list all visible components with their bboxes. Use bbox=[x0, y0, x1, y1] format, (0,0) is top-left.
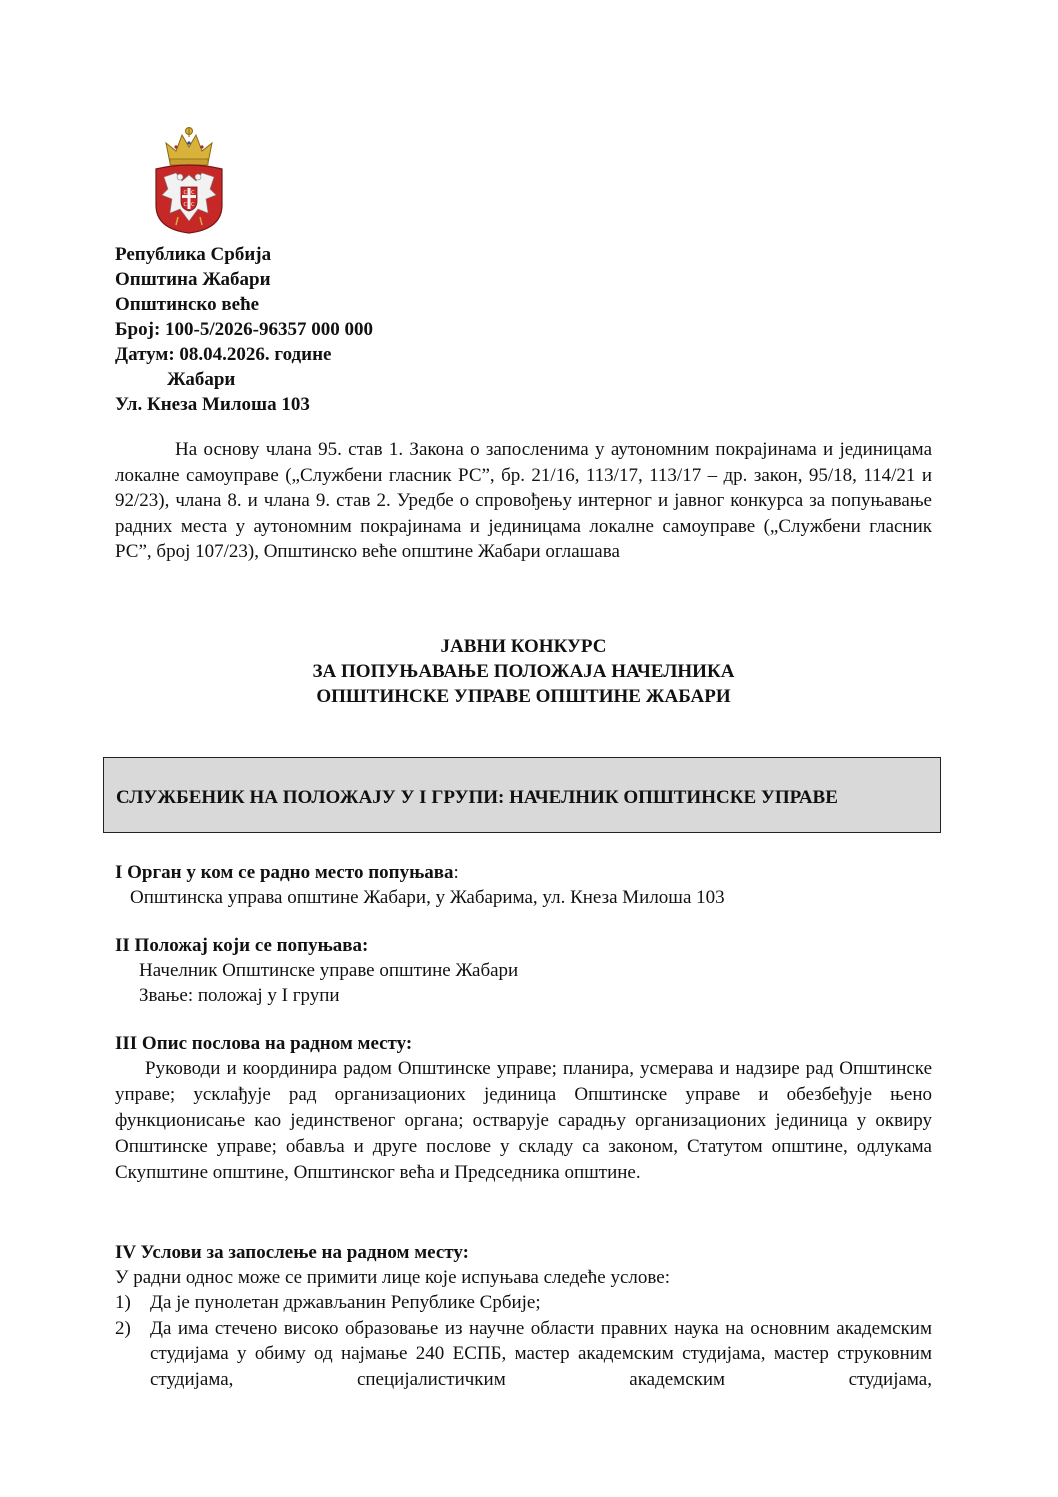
section-position bbox=[115, 933, 932, 1008]
document-header bbox=[115, 242, 615, 417]
section-job-description-heading: III Опис послова на радном месту: bbox=[115, 1033, 413, 1054]
section-requirements-intro: У радни однос може се примити лице које испуњава следеће услове: bbox=[115, 1267, 670, 1288]
section-organ bbox=[115, 860, 932, 910]
section-position-heading: II Положај који се попуњава: bbox=[115, 935, 369, 956]
header-city: Жабари bbox=[167, 369, 236, 390]
title-line-2: ЗА ПОПУЊАВАЊЕ ПОЛОЖАЈА НАЧЕЛНИКА bbox=[312, 661, 735, 682]
section-organ-heading-colon: : bbox=[453, 862, 459, 883]
svg-text:С: С bbox=[191, 202, 195, 208]
section-position-line-1: Начелник Општинске управе општине Жабари bbox=[139, 960, 519, 981]
list-item-number: 1) bbox=[115, 1292, 131, 1313]
header-country: Република Србија bbox=[115, 244, 272, 265]
section-job-description bbox=[115, 1031, 932, 1186]
intro-paragraph bbox=[115, 437, 932, 565]
list-item-number: 2) bbox=[115, 1317, 131, 1339]
section-job-description-text: Руководи и координира радом Општинске управе; планира, усмерава и надзире рад Општинске управе; усклађује рад организационих јединица Општинске управе и обезбеђује њено функционисање као јединственог органа; остварује сарадњу организационих јединица у оквиру Општинске управе; обавља и друге послове у складу са законом, Статутом општине, одлукама Скупштине општине, Општинског већа и Председника општине. bbox=[115, 1058, 932, 1183]
serbia-coat-of-arms-icon bbox=[150, 125, 228, 235]
section-position-line-2: Звање: положај у I групи bbox=[139, 985, 340, 1006]
document-title bbox=[115, 634, 932, 709]
header-reference-number: Број: 100-5/2026-96357 000 000 bbox=[115, 319, 373, 340]
section-organ-heading-text: I Орган у ком се радно место попуњава bbox=[115, 862, 454, 883]
svg-text:С: С bbox=[191, 190, 195, 196]
list-item-text: Да има стечено високо образовање из научне области правних наука на основним академским студијама у обиму од најмање 240 ЕСПБ, мастер академским студијама, мастер струковним студијама, специјалистичким академским студијама, bbox=[150, 1317, 932, 1390]
crown-icon bbox=[166, 127, 212, 165]
section-organ-heading bbox=[115, 860, 932, 885]
list-item-text: Да је пунолетан држављанин Републике Србије; bbox=[150, 1292, 541, 1313]
position-box bbox=[103, 757, 941, 833]
title-line-3: ОПШТИНСКЕ УПРАВЕ ОПШТИНЕ ЖАБАРИ bbox=[316, 686, 731, 707]
intro-text: На основу члана 95. став 1. Закона о запосленима у аутономним покрајинама и јединицама локалне самоуправе („Службени гласник РС”, бр. 21/16, 113/17, 113/17 – др. закон, 95/18, 114/21 и 92/23), члана 8. и члана 9. став 2. Уредбе о спровођењу интерног и јавног конкурса за попуњавање радних места у аутономним покрајинама и јединицама локалне самоуправе („Службени гласник РС”, број 107/23), Општинско веће општине Жабари оглашава bbox=[115, 439, 932, 562]
header-address: Ул. Кнеза Милоша 103 bbox=[115, 394, 310, 415]
list-item bbox=[115, 1316, 932, 1393]
header-municipality: Општина Жабари bbox=[115, 269, 271, 290]
title-line-1: ЈАВНИ КОНКУРС bbox=[440, 636, 607, 657]
section-organ-line: Општинска управа општине Жабари, у Жабарима, ул. Кнеза Милоша 103 bbox=[130, 887, 725, 908]
requirements-list bbox=[115, 1290, 932, 1392]
section-requirements bbox=[115, 1240, 932, 1392]
svg-text:С: С bbox=[183, 202, 187, 208]
svg-text:С: С bbox=[183, 190, 187, 196]
header-council: Општинско веће bbox=[115, 294, 260, 315]
header-date: Датум: 08.04.2026. године bbox=[115, 344, 332, 365]
section-requirements-heading: IV Услови за запослење на радном месту: bbox=[115, 1242, 469, 1263]
position-box-label: СЛУЖБЕНИК НА ПОЛОЖАЈУ У I ГРУПИ: НАЧЕЛНИК ОПШТИНСКЕ УПРАВЕ bbox=[116, 787, 838, 808]
list-item bbox=[115, 1290, 932, 1316]
